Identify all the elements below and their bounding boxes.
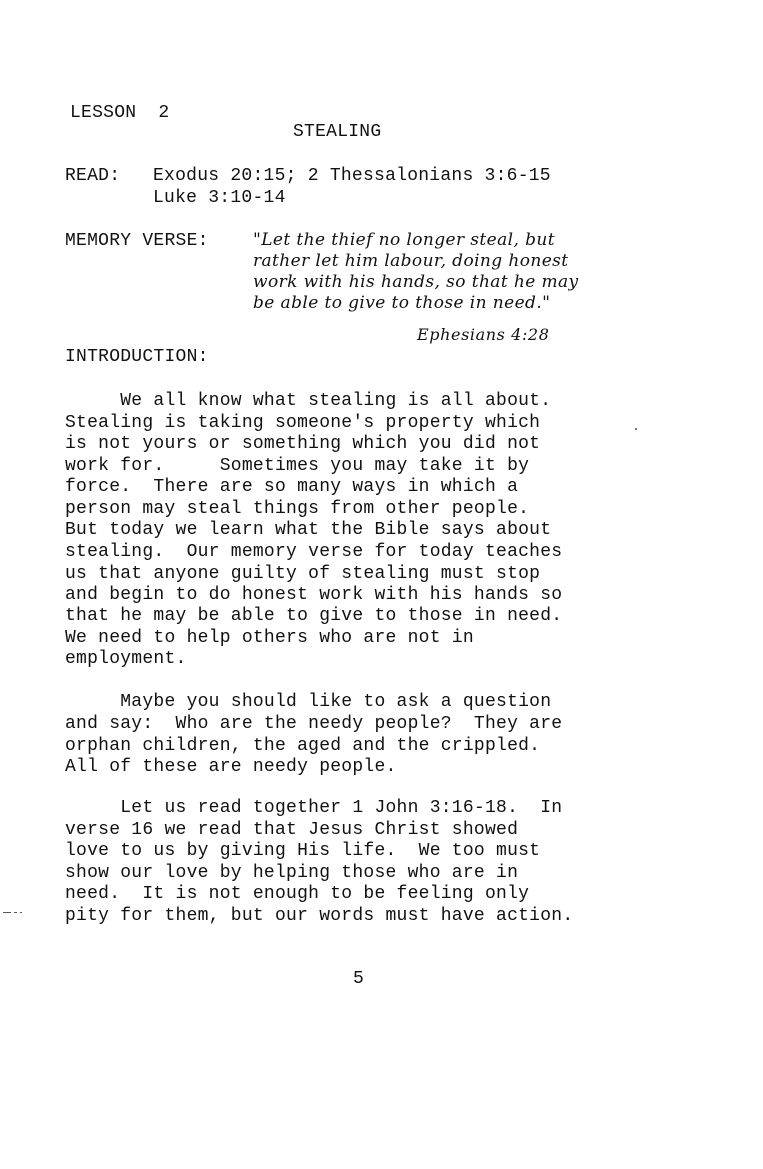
paragraph-line: is not yours or something which you did not: [65, 434, 541, 454]
paragraph-line: and begin to do honest work with his hands so: [65, 585, 563, 605]
paragraph-line: All of these are needy people.: [65, 757, 397, 777]
paragraph-line: force. There are so many ways in which a: [65, 477, 519, 497]
paragraph-line: show our love by helping those who are in: [65, 863, 519, 883]
paragraph-line: pity for them, but our words must have action.: [65, 906, 574, 926]
paragraph-line: Maybe you should like to ask a question: [65, 692, 552, 712]
introduction-heading: INTRODUCTION:: [65, 347, 209, 367]
paragraph-line: love to us by giving His life. We too must: [65, 841, 541, 861]
memory-verse-label: MEMORY VERSE:: [65, 231, 209, 251]
paragraph-line: Let us read together 1 John 3:16-18. In: [65, 798, 563, 818]
paragraph-line: work for. Sometimes you may take it by: [65, 456, 530, 476]
paragraph-line: Stealing is taking someone's property which: [65, 413, 541, 433]
paragraph-line: and say: Who are the needy people? They are: [65, 714, 563, 734]
page-title: STEALING: [293, 122, 382, 142]
read-label: READ:: [65, 166, 121, 186]
paragraph-line: But today we learn what the Bible says about: [65, 520, 552, 540]
memory-verse-line: be able to give to those in need.": [253, 293, 551, 313]
paragraph-line: need. It is not enough to be feeling only: [65, 884, 530, 904]
paragraph-line: that he may be able to give to those in need.: [65, 606, 563, 626]
page-number: 5: [353, 969, 365, 989]
paragraph-line: We all know what stealing is all about.: [65, 391, 552, 411]
paragraph-line: employment.: [65, 649, 187, 669]
lesson-label: LESSON 2: [70, 103, 170, 123]
paragraph-line: orphan children, the aged and the crippled.: [65, 736, 541, 756]
read-references-line-1: Exodus 20:15; 2 Thessalonians 3:6-15: [153, 166, 551, 186]
paragraph-line: verse 16 we read that Jesus Christ showed: [65, 820, 519, 840]
memory-verse-line: "Let the thief no longer steal, but: [253, 230, 555, 250]
read-references-line-2: Luke 3:10-14: [153, 188, 286, 208]
memory-verse-line: rather let him labour, doing honest: [253, 251, 569, 271]
paragraph-line: stealing. Our memory verse for today teaches: [65, 542, 563, 562]
memory-verse-line: work with his hands, so that he may: [253, 272, 579, 292]
paragraph-line: person may steal things from other people.: [65, 499, 530, 519]
scan-speck: [635, 428, 637, 430]
margin-dash-mark: [3, 909, 25, 915]
memory-verse-reference: Ephesians 4:28: [417, 325, 550, 344]
paragraph-line: We need to help others who are not in: [65, 628, 474, 648]
paragraph-line: us that anyone guilty of stealing must stop: [65, 564, 541, 584]
